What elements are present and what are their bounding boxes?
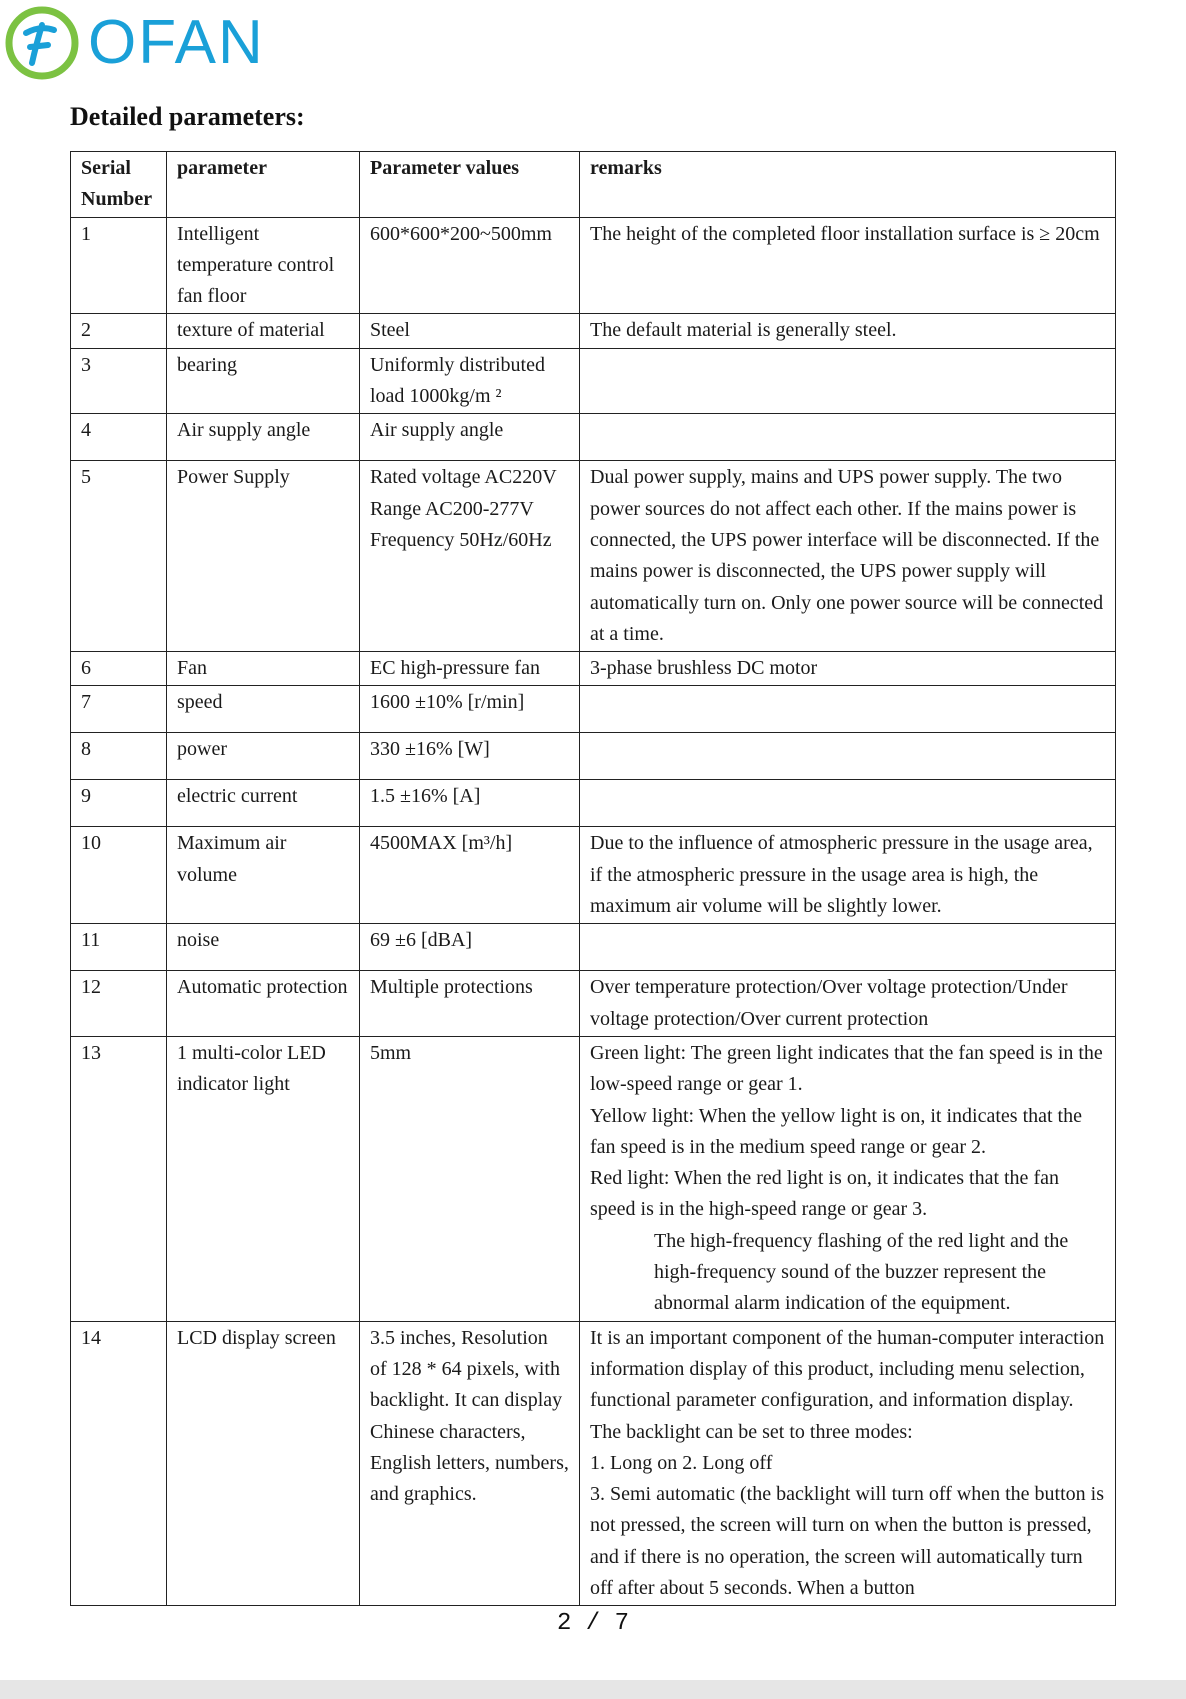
cell-serial: 13 [71,1036,167,1321]
table-row [71,971,1116,1037]
cell-remark [580,1321,1116,1606]
cell-parameter: Automatic protection [167,971,360,1037]
cell-serial: 14 [71,1321,167,1606]
cell-value: 4500MAX [m³/h] [360,827,580,924]
value-line: Frequency 50Hz/60Hz [370,528,552,551]
bottom-scroll-bar[interactable] [0,1680,1186,1699]
cell-remark: Due to the influence of atmospheric pressure in the usage area, if the atmospheric pressure in the usage area is high, the maximum air volume will be slightly lower. [580,827,1116,924]
cell-value: 69 ±6 [dBA] [360,924,580,971]
table-row [71,827,1116,924]
cell-parameter: Power Supply [167,461,360,652]
cell-parameter: Maximum air volume [167,827,360,924]
cell-remark [580,924,1116,971]
remark-line: Red light: When the red light is on, it indicates that the fan speed is in the high-speed range or gear 3. [590,1167,1059,1221]
header-parameter-values: Parameter values [360,152,580,218]
value-line: Rated voltage AC220V [370,466,557,489]
cell-serial: 7 [71,686,167,733]
cell-parameter: texture of material [167,314,360,348]
cell-parameter: power [167,733,360,780]
table-row [71,1321,1116,1606]
table-row [71,348,1116,414]
page-number: 2 / 7 [556,1610,629,1637]
cell-remark: Dual power supply, mains and UPS power supply. The two power sources do not affect each other. If the mains power is connected, the UPS power interface will be disconnected. If the mains power is disconnected, the UPS power supply will automatically turn on. Only one power source will be connected at a time. [580,461,1116,652]
cell-parameter: electric current [167,780,360,827]
remark-line: It is an important component of the human-computer interaction information display of this product, including menu selection, functional parameter configuration, and information display. The backlight can be set to three modes: [590,1326,1105,1443]
header-serial-number: Serial Number [71,152,167,218]
cell-remark: Over temperature protection/Over voltage protection/Under voltage protection/Over current protection [580,971,1116,1037]
cell-serial: 9 [71,780,167,827]
table-row [71,780,1116,827]
page-heading: Detailed parameters: [70,102,305,131]
cell-remark: The default material is generally steel. [580,314,1116,348]
cell-remark [580,733,1116,780]
table-row [71,314,1116,348]
cell-serial: 4 [71,414,167,461]
cell-serial: 6 [71,652,167,686]
cell-serial: 2 [71,314,167,348]
cell-remark [580,780,1116,827]
ofan-logo-mark-icon [2,3,82,83]
cell-value: 1.5 ±16% [A] [360,780,580,827]
cell-value: 1600 ±10% [r/min] [360,686,580,733]
cell-remark: 3-phase brushless DC motor [580,652,1116,686]
table-row [71,461,1116,652]
cell-serial: 11 [71,924,167,971]
table-row [71,686,1116,733]
cell-value: Uniformly distributed load 1000kg/m ² [360,348,580,414]
cell-parameter: noise [167,924,360,971]
remark-line: 1. Long on 2. Long off [590,1451,773,1474]
cell-parameter: Intelligent temperature control fan floor [167,217,360,314]
table-header-row [71,152,1116,218]
remark-line: Green light: The green light indicates that the fan speed is in the low-speed range or gear 1. [590,1041,1103,1096]
remark-line: 3. Semi automatic (the backlight will turn off when the button is not pressed, the screen will turn on when the button is pressed, and if there is no operation, the screen will automatically turn off after about 5 seconds. When a button [590,1483,1104,1599]
cell-value: 600*600*200~500mm [360,217,580,314]
cell-parameter: Fan [167,652,360,686]
cell-value [360,461,580,652]
cell-parameter: speed [167,686,360,733]
cell-parameter: Air supply angle [167,414,360,461]
table-row [71,414,1116,461]
table-row [71,217,1116,314]
cell-remark [580,348,1116,414]
header-remarks: remarks [580,152,1116,218]
cell-value: 3.5 inches, Resolution of 128 * 64 pixels, with backlight. It can display Chinese characters, English letters, numbers, and graphics. [360,1321,580,1606]
cell-serial: 12 [71,971,167,1037]
cell-serial: 5 [71,461,167,652]
brand-logo [2,6,265,80]
remark-line: Yellow light: When the yellow light is on, it indicates that the fan speed is in the medium speed range or gear 2. [590,1104,1082,1158]
cell-value: Multiple protections [360,971,580,1037]
table-row [71,733,1116,780]
cell-parameter: LCD display screen [167,1321,360,1606]
cell-serial: 3 [71,348,167,414]
parameters-table [70,151,1116,1606]
header-parameter: parameter [167,152,360,218]
cell-value: EC high-pressure fan [360,652,580,686]
cell-parameter: 1 multi-color LED indicator light [167,1036,360,1321]
cell-remark: The height of the completed floor installation surface is ≥ 20cm [580,217,1116,314]
remark-indented-note: The high-frequency flashing of the red light and the high-frequency sound of the buzzer represent the abnormal alarm indication of the equipment. [654,1229,1069,1315]
cell-value: Air supply angle [360,414,580,461]
cell-parameter: bearing [167,348,360,414]
cell-serial: 10 [71,827,167,924]
table-row [71,652,1116,686]
value-line: Range AC200-277V [370,497,534,520]
cell-value: Steel [360,314,580,348]
cell-serial: 8 [71,733,167,780]
table-row [71,1036,1116,1321]
cell-remark [580,1036,1116,1321]
brand-name: OFAN [88,8,265,77]
cell-value: 330 ±16% [W] [360,733,580,780]
cell-remark [580,414,1116,461]
cell-remark [580,686,1116,733]
cell-value: 5mm [360,1036,580,1321]
table-row [71,924,1116,971]
cell-serial: 1 [71,217,167,314]
